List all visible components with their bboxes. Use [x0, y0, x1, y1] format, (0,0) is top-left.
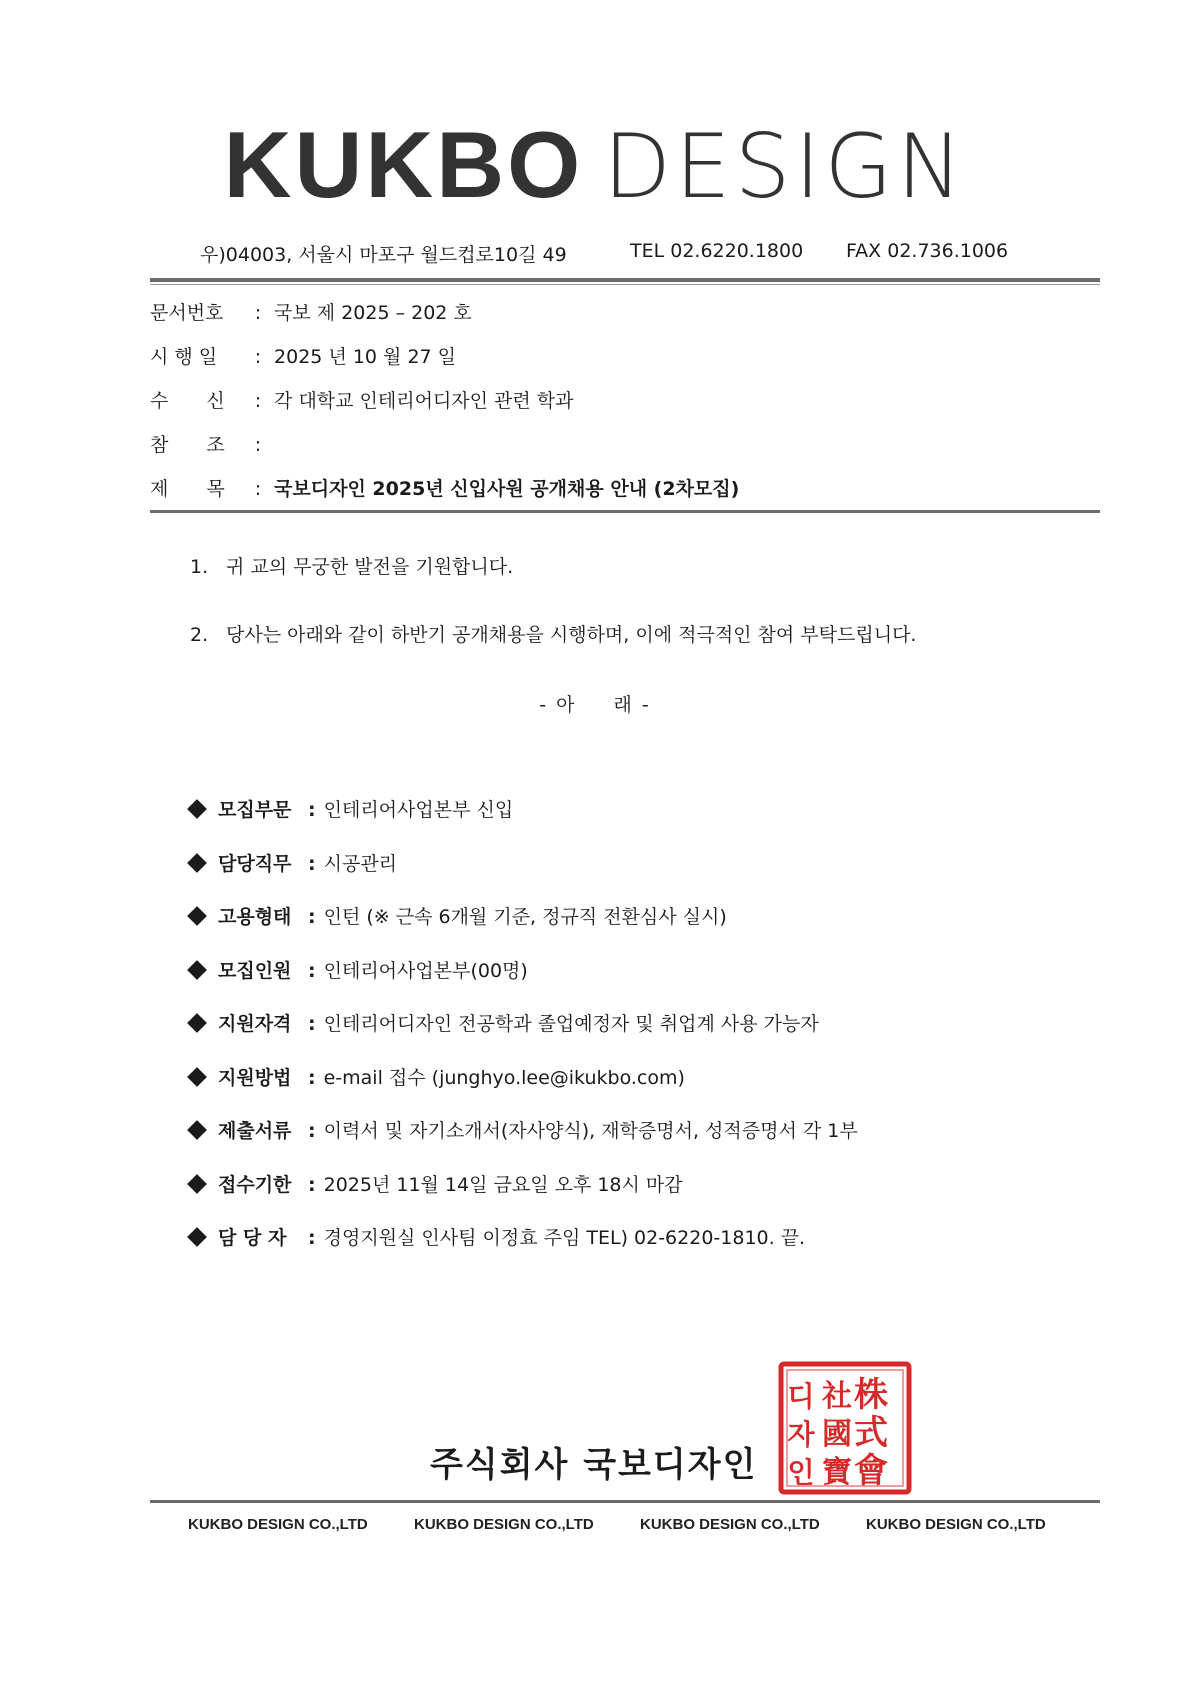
- reference-row: 참 조 :: [150, 430, 268, 457]
- company-seal-stamp: [775, 1358, 915, 1498]
- subject-label: 제 목: [150, 478, 225, 500]
- header-divider-thin: [150, 284, 1100, 285]
- diamond-bullet-icon: [187, 1174, 207, 1194]
- detail-label: 담 당 자: [218, 1227, 287, 1249]
- svg-text:寶: 寶: [822, 1455, 852, 1490]
- detail-value: 인테리어사업본부 신입: [323, 799, 514, 821]
- detail-value: 인테리어사업본부(00명): [323, 959, 528, 982]
- svg-text:자: 자: [787, 1418, 815, 1451]
- below-heading: - 아 래 -: [539, 694, 651, 716]
- detail-label: 제출서류: [218, 1120, 292, 1142]
- paragraph-2-text: 당사는 아래와 같이 하반기 공개채용을 시행하며, 이에 적극적인 참여 부탁드립니다.: [226, 624, 917, 646]
- detail-label: 지원자격: [218, 1013, 292, 1035]
- company-logo: [0, 112, 1190, 218]
- company-address: 우)04003, 서울시 마포구 월드컵로10길 49: [200, 244, 567, 266]
- footer-company-2: KUKBO DESIGN CO.,LTD: [414, 1516, 594, 1533]
- svg-text:디: 디: [787, 1380, 815, 1413]
- svg-text:會: 會: [854, 1451, 888, 1491]
- detail-label: 모집부문: [218, 799, 292, 821]
- diamond-bullet-icon: [187, 853, 207, 873]
- detail-label: 담당직무: [218, 852, 292, 875]
- detail-row: 모집부문 : 인테리어사업본부 신입: [190, 795, 513, 822]
- svg-text:인: 인: [787, 1456, 815, 1489]
- logo-light-text: DESIGN: [603, 115, 967, 218]
- detail-value: 경영지원실 인사팀 이정효 주임 TEL) 02-6220-1810. 끝.: [323, 1227, 806, 1249]
- doc-number-row: 문서번호 : 국보 제 2025 – 202 호: [150, 298, 472, 325]
- header-divider: [150, 278, 1100, 282]
- diamond-bullet-icon: [187, 960, 207, 980]
- recipient-label: 수 신: [150, 390, 225, 412]
- svg-text:國: 國: [822, 1417, 852, 1452]
- diamond-bullet-icon: [187, 1013, 207, 1033]
- svg-text:社: 社: [822, 1379, 852, 1414]
- diamond-bullet-icon: [187, 1120, 207, 1140]
- doc-number-label: 문서번호: [150, 302, 224, 324]
- footer-company-3: KUKBO DESIGN CO.,LTD: [640, 1516, 820, 1533]
- detail-row: 지원자격 : 인테리어디자인 전공학과 졸업예정자 및 취업계 사용 가능자: [190, 1009, 819, 1036]
- detail-value: 시공관리: [323, 852, 398, 875]
- diamond-bullet-icon: [187, 1227, 207, 1247]
- recipient-row: 수 신 : 각 대학교 인테리어디자인 관련 학과: [150, 386, 574, 413]
- subject-row: 제 목 : 국보디자인 2025년 신입사원 공개채용 안내 (2차모집): [150, 474, 739, 501]
- company-signature-name: 주식회사 국보디자인: [430, 1445, 758, 1485]
- paragraph-2-number: 2.: [190, 624, 209, 646]
- doc-number-value: 국보 제 2025 – 202 호: [274, 302, 472, 324]
- detail-value: 인테리어디자인 전공학과 졸업예정자 및 취업계 사용 가능자: [323, 1013, 819, 1035]
- issue-date-label: 시 행 일: [150, 346, 218, 368]
- reference-label: 참 조: [150, 434, 225, 456]
- subject-divider: [150, 510, 1100, 513]
- paragraph-1-text: 귀 교의 무궁한 발전을 기원합니다.: [226, 556, 514, 578]
- detail-row: 지원방법 : e-mail 접수 (junghyo.lee@ikukbo.com): [190, 1063, 685, 1090]
- detail-value: 이력서 및 자기소개서(자사양식), 재학증명서, 성적증명서 각 1부: [323, 1120, 858, 1142]
- issue-date-value: 2025 년 10 월 27 일: [274, 346, 457, 368]
- diamond-bullet-icon: [187, 799, 207, 819]
- paragraph-1: [190, 552, 513, 579]
- detail-row: 담당직무 : 시공관리: [190, 849, 397, 876]
- svg-text:株: 株: [854, 1375, 888, 1415]
- svg-text:式: 式: [854, 1413, 888, 1453]
- detail-label: 접수기한: [218, 1173, 292, 1196]
- detail-label: 고용형태: [218, 906, 292, 928]
- footer-company-1: KUKBO DESIGN CO.,LTD: [188, 1516, 368, 1533]
- detail-row: 제출서류 : 이력서 및 자기소개서(자사양식), 재학증명서, 성적증명서 각 1부: [190, 1116, 858, 1143]
- detail-label: 지원방법: [218, 1066, 292, 1089]
- detail-value: 인턴 (※ 근속 6개월 기준, 정규직 전환심사 실시): [323, 906, 727, 928]
- company-fax: FAX 02.736.1006: [846, 240, 1009, 262]
- footer-company-4: KUKBO DESIGN CO.,LTD: [866, 1516, 1046, 1533]
- detail-row: 고용형태 : 인턴 (※ 근속 6개월 기준, 정규직 전환심사 실시): [190, 902, 727, 929]
- paragraph-1-number: 1.: [190, 556, 209, 578]
- subject-value: 국보디자인 2025년 신입사원 공개채용 안내 (2차모집): [274, 478, 740, 500]
- company-tel: TEL 02.6220.1800: [630, 240, 804, 262]
- paragraph-2: [190, 620, 916, 647]
- detail-row: 담 당 자 : 경영지원실 인사팀 이정효 주임 TEL) 02-6220-1810. 끝.: [190, 1223, 805, 1250]
- diamond-bullet-icon: [187, 1067, 207, 1087]
- detail-value: e-mail 접수 (junghyo.lee@ikukbo.com): [323, 1066, 685, 1089]
- footer-divider: [150, 1500, 1100, 1503]
- detail-label: 모집인원: [218, 959, 292, 982]
- issue-date-row: 시 행 일 : 2025 년 10 월 27 일: [150, 342, 456, 369]
- recipient-value: 각 대학교 인테리어디자인 관련 학과: [274, 390, 574, 412]
- diamond-bullet-icon: [187, 906, 207, 926]
- detail-row: 모집인원 : 인테리어사업본부(00명): [190, 956, 528, 983]
- detail-row: 접수기한 : 2025년 11월 14일 금요일 오후 18시 마감: [190, 1170, 683, 1197]
- detail-value: 2025년 11월 14일 금요일 오후 18시 마감: [323, 1173, 683, 1196]
- logo-bold-text: KUKBO: [223, 112, 584, 217]
